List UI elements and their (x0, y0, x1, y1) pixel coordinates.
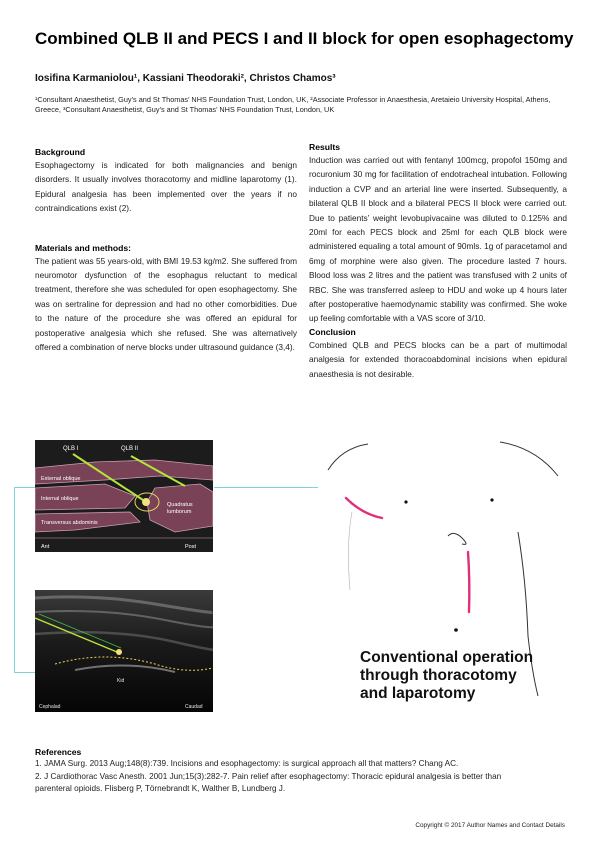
label-external-oblique: External oblique (41, 476, 81, 482)
ultrasound-image (35, 590, 213, 712)
label-qlb1: QLB I (63, 446, 79, 452)
label-quadratus: Quadratus (167, 502, 193, 508)
body-outline (500, 442, 558, 476)
incision-diagram-figure (322, 440, 572, 702)
xiphoid-mark (448, 533, 466, 544)
qlb-diagram-figure (35, 440, 213, 552)
label-internal-oblique: Internal oblique (41, 496, 79, 502)
label-transversus: Transversus abdominis (41, 520, 98, 526)
label-qlb2: QLB II (121, 446, 139, 452)
reference-item: 2. J Cardiothorac Vasc Anesth. 2001 Jun;15(3):282-7. Pain relief after esophagectomy: Thoracic epidural analgesia is better than (35, 771, 502, 781)
reference-item: parenteral opioids. Flisberg P, Törnebrandt K, Walther B, Lundberg J. (35, 784, 286, 794)
label-caudad: Caudad (185, 704, 203, 710)
nipple-left (404, 500, 407, 503)
poster-title: Combined QLB II and PECS I and II block for open esophagectomy (35, 29, 574, 48)
background-text: Esophagectomy is indicated for both malignancies and benign disorders. It usually involves thoracotomy and midline laparotomy (1). Epidural analgesia has been implemented over the years if no contraindications exist (2). (35, 160, 297, 214)
incision-diagram (322, 440, 572, 702)
copyright-notice: Copyright © 2017 Author Names and Contact Details (415, 822, 565, 829)
background-heading: Background (35, 147, 86, 157)
caption-line-3: and laparotomy (360, 685, 476, 702)
label-ant: Ant (41, 544, 50, 550)
left-column (35, 146, 297, 354)
author-list: Iosifina Karmaniolou¹, Kassiani Theodoraki², Christos Chamos³ (35, 73, 336, 84)
label-lumborum: lumborum (167, 509, 192, 515)
reference-item: 1. JAMA Surg. 2013 Aug;148(8):739. Incisions and esophagectomy: is surgical approach all that matters? Chang AC. (35, 759, 459, 768)
needle-tip (116, 649, 122, 655)
connector-line (14, 487, 35, 673)
ultrasound-figure (35, 590, 213, 712)
connector-line (214, 487, 318, 488)
label-kid: Kid (117, 678, 125, 684)
laparotomy-incision (468, 552, 469, 612)
conclusion-heading: Conclusion (309, 326, 356, 337)
label-cephalad: Cephalad (39, 704, 61, 710)
body-outline (518, 532, 538, 696)
nipple-right (490, 498, 493, 501)
results-heading: Results (309, 142, 341, 152)
results-text: Induction was carried out with fentanyl 100mcg, propofol 150mg and rocuronium 30 mg for facilitation of endotracheal intubation. Following induction a CVP and an arterial line were inserted. Subsequently, a bilateral QLB II block and a bilateral PECS II block were carried out. Due to patients’ weight levobupivacaine was diluted to 0.125% and 20ml for each PECS block and 25ml for each QLB block were administered equaling a total amount of 90mls. 1g of paracetamol and 6mg of morphine were also given. The procedure lasted 7 hours. Blood loss was 2 litres and the patient was transfused with 2 units of RBC. She was transferred asleep to HDU and woke up 4 hours later after postoperative haemodynamic stability was confirmed. She woke up feeling comfortable with a VAS score of 3/10. (309, 155, 567, 324)
qlb-diagram (35, 440, 213, 552)
materials-text: The patient was 55 years-old, with BMI 19.53 kg/m2. She suffered from neuromotor dysfunction of the esophagus reluctant to medical treatment, therefore she was scheduled for open esophagectomy. She was on sertraline for depression and had no other comorbidities. Due to the nature of the procedure she was offered an epidural for postoperative analgesia which she refused. She was alternatively offered a combination of nerve blocks under ultrasound guidance (3,4). (35, 255, 297, 353)
affiliations: ¹Consultant Anaesthetist, Guy’s and St Thomas’ NHS Foundation Trust, London, UK, ²Associate Professor in Anaesthesia, Aretaieio University Hospital, Athens, Greece, ³Consultant Anaesthetist, Guy’s and St Thomas’ NHS Foundation Trust, London, UK (35, 95, 551, 114)
conclusion-text: Combined QLB and PECS blocks can be a part of multimodal analgesia for extended thoracoabdominal incisions when epidural anaesthesia is not desirable. (309, 339, 567, 379)
references-heading: References (35, 747, 82, 757)
body-outline (348, 512, 352, 590)
references-section (35, 746, 575, 796)
body-outline (328, 444, 368, 470)
materials-heading: Materials and methods: (35, 242, 131, 253)
caption-line-2: through thoracotomy (360, 667, 517, 684)
label-post: Post (185, 544, 197, 550)
right-column (309, 141, 567, 381)
umbilicus (454, 628, 458, 632)
caption-line-1: Conventional operation (360, 649, 534, 666)
